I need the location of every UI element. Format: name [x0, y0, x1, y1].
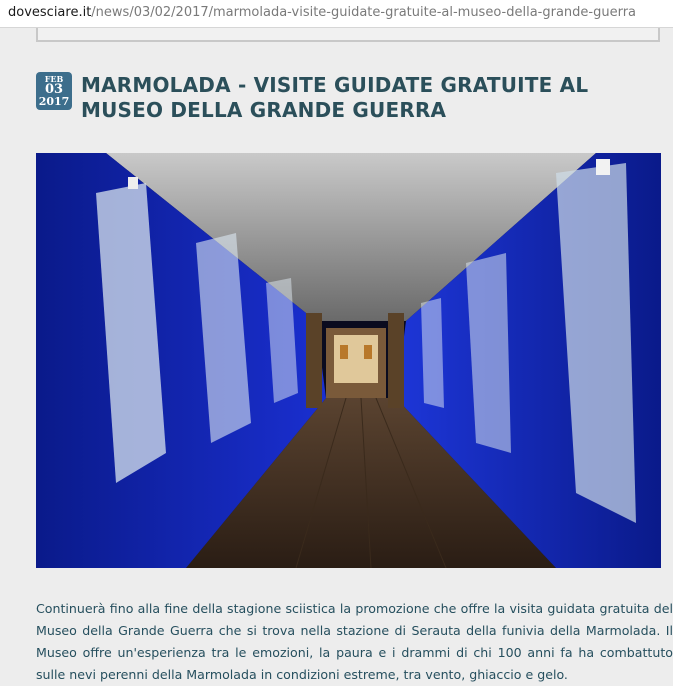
museum-corridor-photo	[36, 153, 661, 568]
content-frame-edge	[36, 28, 660, 42]
article-body: Continuerà fino alla fine della stagione sciistica la promozione che offre la visita guidata gratuita del Museo della Grande Guerra che si trova nella stazione di Serauta della funivia della Marmolada. Il Museo offre un'esperienza tra le emozioni, la paura e i drammi di chi 100 anni fa ha combattuto sulle nevi perenni della Marmolada in condizioni estreme, tra vento, ghiaccio e gelo.	[36, 601, 673, 682]
url-path: /news/03/02/2017/marmolada-visite-guidate-gratuite-al-museo-della-grande-guerra	[91, 5, 637, 20]
date-month: FEB	[44, 74, 64, 84]
date-year: 2017	[38, 95, 70, 108]
url-domain: dovesciare.it	[8, 5, 92, 20]
date-day: 03	[44, 82, 64, 97]
post-title[interactable]: MARMOLADA - VISITE GUIDATE GRATUITE AL MUSEO DELLA GRANDE GUERRA	[81, 73, 589, 122]
date-badge	[36, 72, 72, 110]
address-bar[interactable]	[0, 0, 673, 28]
